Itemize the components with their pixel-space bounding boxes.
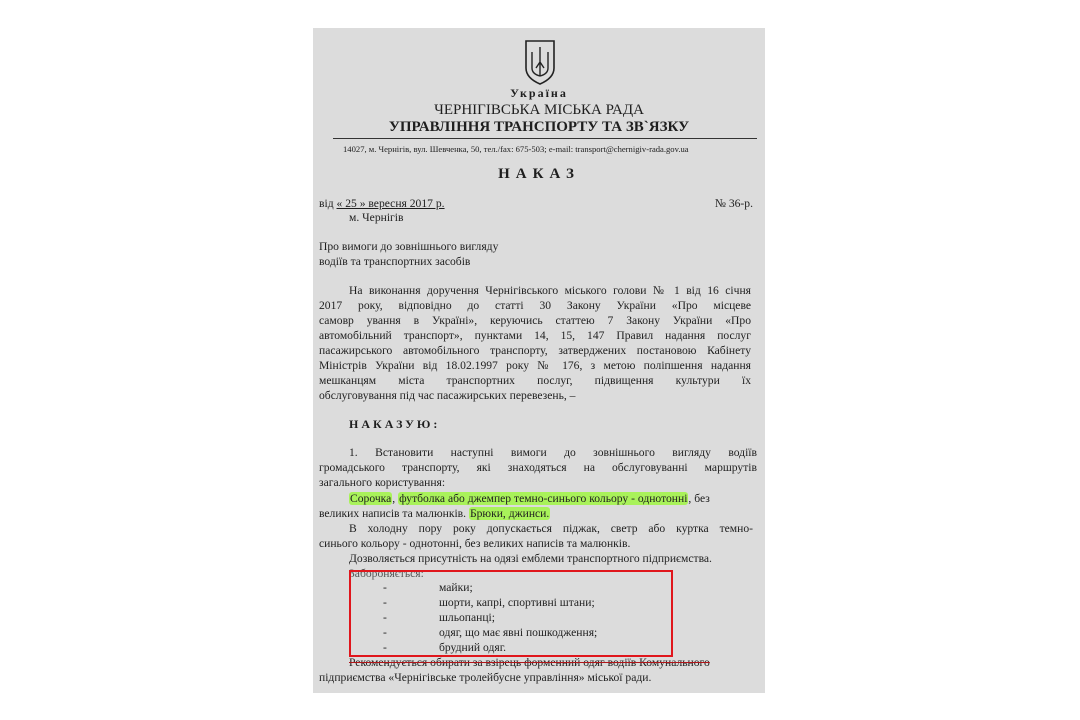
intro-line: 2017 року, відповідно до статті 30 Закону України «Про місцеве	[319, 299, 751, 312]
intro-line: автомобільний транспорт», пунктами 14, 15, 147 Правил надання послуг	[319, 329, 751, 342]
clothes-line-1	[349, 492, 710, 507]
forbidden-item-text: брудний одяг.	[439, 641, 507, 654]
cold-line: синього кольору - однотонні, без великих написів та малюнків.	[319, 537, 631, 550]
list-dash: -	[383, 596, 387, 609]
city: м. Чернігів	[349, 211, 404, 224]
recommend-line: підприємства «Чернігівське тролейбусне управління» міської ради.	[319, 671, 652, 684]
cold-line: В холодну пору року допускається піджак, светр або куртка темно-	[349, 522, 753, 535]
header-divider	[333, 138, 757, 139]
clothes-text: великих написів та малюнків.	[319, 507, 469, 520]
list-dash: -	[383, 641, 387, 654]
intro-line: пасажирського автомобільного транспорту, затверджених постановою Кабінету	[319, 344, 751, 357]
clothes-separator: ,	[392, 492, 399, 505]
date-line	[319, 197, 445, 212]
council-name: ЧЕРНІГІВСЬКА МІСЬКА РАДА	[434, 102, 644, 118]
subject-line-1: Про вимоги до зовнішнього вигляду	[319, 240, 499, 253]
highlight-tshirt: футболка або джемпер темно-синього кольору - однотонні	[399, 492, 688, 505]
intro-line: обслуговування під час пасажирських перевезень, –	[319, 389, 576, 402]
item1-line: загального користування:	[319, 476, 446, 489]
forbidden-item-text: шльопанці;	[439, 611, 495, 624]
intro-line: мешканцям міста транспортних послуг, підвищення культури їх	[319, 374, 751, 387]
emblem-line: Дозволяється присутність на одязі емблеми транспортного підприємства.	[349, 552, 712, 565]
item1-line: 1. Встановити наступні вимоги до зовнішнього вигляду водіїв	[349, 446, 757, 459]
order-word: НАКАЗУЮ:	[349, 417, 441, 431]
list-dash: -	[383, 626, 387, 639]
date-value: « 25 » вересня 2017 р.	[336, 197, 445, 210]
list-dash: -	[383, 581, 387, 594]
address-line: 14027, м. Чернігів, вул. Шевченка, 50, тел./fax: 675-503; e-mail: transport@chernigiv-rada.gov.ua	[343, 144, 689, 154]
document-type: НАКАЗ	[498, 166, 580, 182]
intro-line: Міністрів України від 18.02.1997 року № 176, з метою поліпшення надання	[319, 359, 751, 372]
clothes-line-2	[319, 507, 550, 522]
department-name: УПРАВЛІННЯ ТРАНСПОРТУ ТА ЗВ`ЯЗКУ	[388, 119, 690, 135]
date-prefix: від	[319, 197, 334, 210]
highlight-trousers: Брюки, джинси.	[469, 507, 550, 520]
highlight-shirt: Сорочка	[350, 492, 392, 505]
intro-line: самовр ування в Україні», керуючись статтею 7 Закону України «Про	[319, 314, 751, 327]
list-dash: -	[383, 611, 387, 624]
forbidden-item-text: майки;	[439, 581, 473, 594]
country-name: Україна	[510, 86, 568, 100]
item1-line: громадського транспорту, які знаходяться на обслуговуванні маршрутів	[319, 461, 757, 474]
forbidden-label: Забороняється:	[349, 567, 424, 580]
annotation-box	[349, 570, 673, 657]
intro-line: На виконання доручення Чернігівського міського голови № 1 від 16 січня	[349, 284, 751, 297]
clothes-separator: , без	[688, 492, 710, 505]
coat-of-arms-icon	[523, 38, 557, 86]
order-number: № 36-р.	[714, 197, 753, 210]
forbidden-item-text: шорти, капрі, спортивні штани;	[439, 596, 595, 609]
subject-line-2: водіїв та транспортних засобів	[319, 255, 471, 268]
recommend-line: Рекомендується обирати за взірець форменний одяг водіїв Комунального	[349, 656, 710, 669]
forbidden-item-text: одяг, що має явні пошкодження;	[439, 626, 598, 639]
